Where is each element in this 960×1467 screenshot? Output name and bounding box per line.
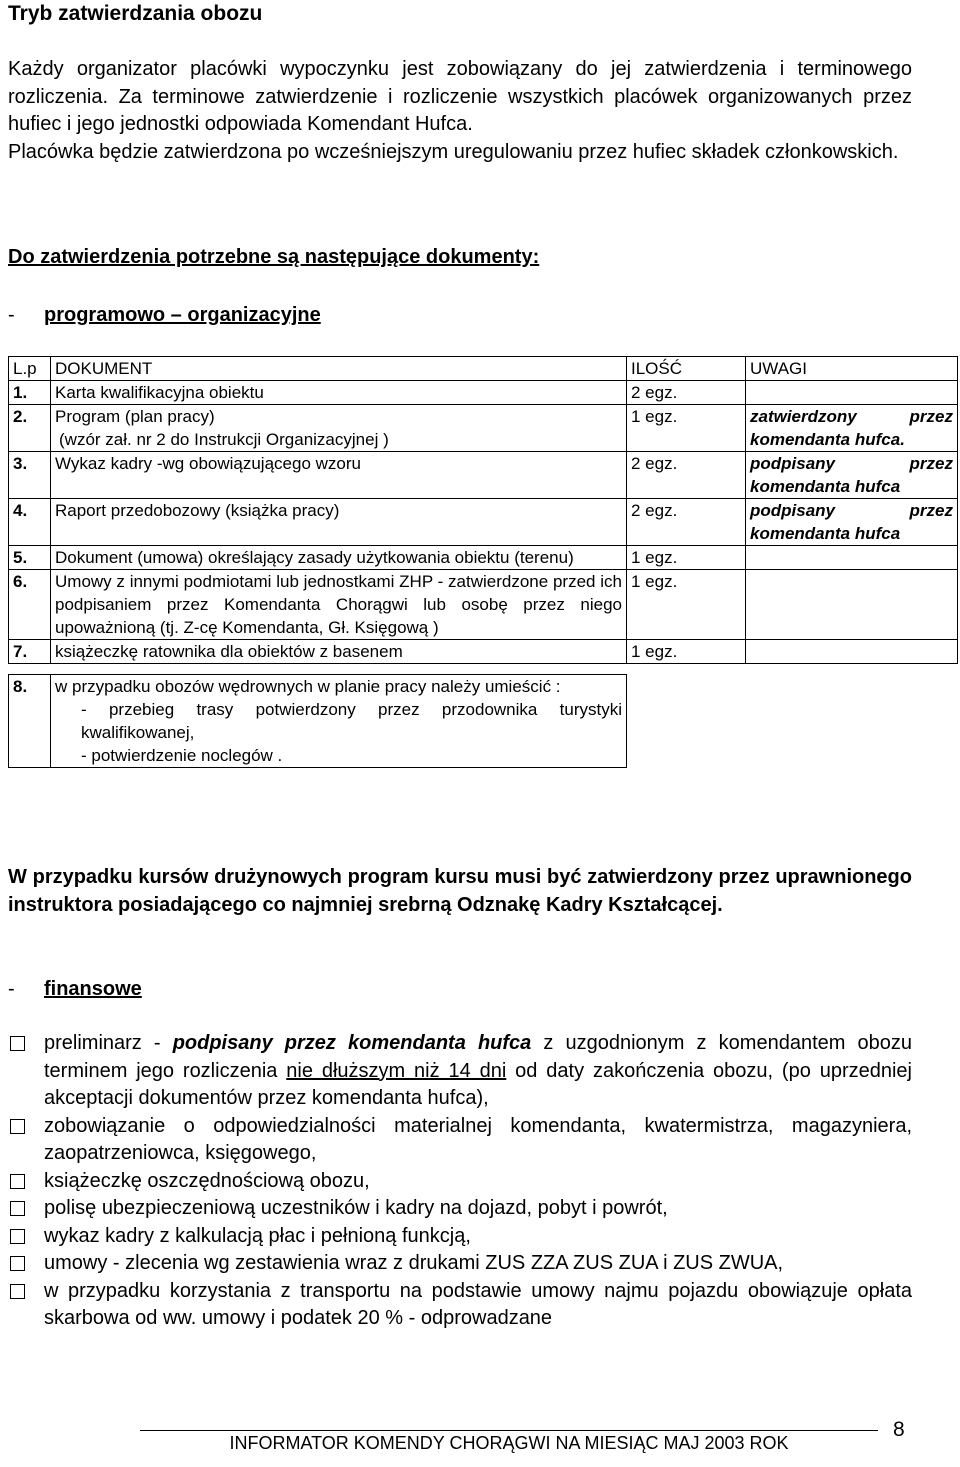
row-note xyxy=(746,570,958,640)
item-text: polisę ubezpieczeniową uczestników i kadry na dojazd, pobyt i powrót, xyxy=(44,1197,668,1219)
row-note: podpisany przez komendanta hufca xyxy=(746,499,958,546)
list-item xyxy=(8,1250,912,1278)
row-document: Umowy z innymi podmiotami lub jednostkami ZHP - zatwierdzone przed ich podpisaniem przez Komendanta Chorągwi lub osobę przez niego upoważnioną (tj. Z-cę Komendanta, Gł. Księgową ) xyxy=(51,570,627,640)
list-item xyxy=(8,1113,912,1168)
row-quantity: 2 egz. xyxy=(627,452,746,499)
row-document-line: (wzór zał. nr 2 do Instrukcji Organizacyjnej ) xyxy=(59,430,389,449)
row-number: 6. xyxy=(9,570,51,640)
row-quantity: 2 egz. xyxy=(627,499,746,546)
row-number: 5. xyxy=(9,546,51,570)
section-programowo-heading xyxy=(8,304,321,327)
header-notes: UWAGI xyxy=(746,357,958,381)
finance-checklist xyxy=(8,1030,912,1333)
item-text: preliminarz - xyxy=(44,1032,173,1054)
row-document: Raport przedobozowy (książka pracy) xyxy=(51,499,627,546)
section-label: programowo – organizacyjne xyxy=(44,304,321,326)
checkbox-icon xyxy=(10,1229,25,1244)
checkbox-icon xyxy=(10,1036,25,1051)
section-dash: - xyxy=(8,978,15,1000)
table-row xyxy=(9,405,958,452)
row-document-line: - potwierdzenie noclegów . xyxy=(81,746,283,765)
row-note xyxy=(746,381,958,405)
row-number: 7. xyxy=(9,640,51,664)
row-number: 4. xyxy=(9,499,51,546)
required-documents-heading: Do zatwierdzenia potrzebne są następujące dokumenty: xyxy=(8,246,540,268)
row-number: 8. xyxy=(9,675,51,768)
item-text: wykaz kadry z kalkulacją płac i pełnioną funkcją, xyxy=(44,1224,471,1247)
list-item xyxy=(8,1223,912,1251)
row-note: zatwierdzony przez komendanta hufca. xyxy=(746,405,958,452)
row-document-line: w przypadku obozów wędrownych w planie pracy należy umieścić : xyxy=(55,677,561,696)
documents-table xyxy=(8,356,958,768)
section-label: finansowe xyxy=(44,978,142,1000)
row-document: książeczkę ratownika dla obiektów z basenem xyxy=(51,640,627,664)
row-document: Dokument (umowa) określający zasady użytkowania obiektu (terenu) xyxy=(51,546,627,570)
row-quantity: 1 egz. xyxy=(627,640,746,664)
intro-text xyxy=(8,56,912,166)
list-item xyxy=(8,1030,912,1113)
checkbox-icon xyxy=(10,1174,25,1189)
header-lp: L.p xyxy=(9,357,51,381)
page-title: Tryb zatwierdzania obozu xyxy=(8,2,263,25)
table-row xyxy=(9,640,958,664)
item-emphasis: podpisany przez komendanta hufca xyxy=(172,1032,532,1054)
checkbox-icon xyxy=(10,1256,25,1271)
item-text: książeczkę oszczędnościową obozu, xyxy=(44,1169,370,1192)
row-number: 2. xyxy=(9,405,51,452)
page-footer: INFORMATOR KOMENDY CHORĄGWI NA MIESIĄC MAJ 2003 ROK xyxy=(140,1430,878,1454)
courses-note: W przypadku kursów drużynowych program kursu musi być zatwierdzony przez uprawnionego instruktora posiadającego co najmniej srebrną Odznakę Kadry Kształcącej. xyxy=(8,866,912,916)
row-document-line: - przebieg trasy potwierdzony przez przodownika turystyki kwalifikowanej, xyxy=(81,700,622,742)
row-quantity: 2 egz. xyxy=(627,381,746,405)
header-quantity: ILOŚĆ xyxy=(627,357,746,381)
row-note xyxy=(746,640,958,664)
row-note xyxy=(746,546,958,570)
list-item xyxy=(8,1168,912,1196)
row-note: podpisany przez komendanta hufca xyxy=(746,452,958,499)
section-finansowe-heading xyxy=(8,978,142,1001)
checkbox-icon xyxy=(10,1201,25,1216)
item-text: od daty zakończenia obozu, (po uprzedniej akceptacji dokumentów przez komendanta hufca), xyxy=(44,1059,912,1109)
row-document: Wykaz kadry -wg obowiązującego wzoru xyxy=(51,452,627,499)
row-quantity: 1 egz. xyxy=(627,546,746,570)
row-document xyxy=(51,675,627,768)
table-row xyxy=(9,675,958,768)
item-text: z uzgodnionym z komendantem obozu terminem jego rozliczenia xyxy=(44,1032,913,1082)
item-text: zobowiązanie o odpowiedzialności materialnej komendanta, kwatermistrza, magazyniera, zaopatrzeniowca, księgowego, xyxy=(44,1114,912,1164)
item-text: w przypadku korzystania z transportu na podstawie umowy najmu pojazdu obowiązuje opłata skarbowa od ww. umowy i podatek 20 % - odprowadzane xyxy=(44,1279,912,1329)
page-number: 8 xyxy=(893,1418,905,1441)
header-document: DOKUMENT xyxy=(51,357,627,381)
row-document xyxy=(51,405,627,452)
list-item xyxy=(8,1278,912,1333)
row-quantity: 1 egz. xyxy=(627,405,746,452)
row-number: 3. xyxy=(9,452,51,499)
checkbox-icon xyxy=(10,1119,25,1134)
row-document: Karta kwalifikacyjna obiektu xyxy=(51,381,627,405)
table-row xyxy=(9,499,958,546)
table-gap xyxy=(9,664,958,675)
row-number: 1. xyxy=(9,381,51,405)
table-row xyxy=(9,546,958,570)
checkbox-icon xyxy=(10,1284,25,1299)
intro-paragraph-2: Placówka będzie zatwierdzona po wcześniejszym uregulowaniu przez hufiec składek członkowskich. xyxy=(8,140,899,163)
list-item xyxy=(8,1195,912,1223)
table-row xyxy=(9,452,958,499)
item-underlined: nie dłuższym niż 14 dni xyxy=(286,1059,507,1082)
row-quantity: 1 egz. xyxy=(627,570,746,640)
row-document-line: Program (plan pracy) xyxy=(55,407,215,426)
intro-paragraph-1: Każdy organizator placówki wypoczynku jest zobowiązany do jej zatwierdzenia i terminowego rozliczenia. Za terminowe zatwierdzenie i rozliczenie wszystkich placówek organizowanych przez hufiec i jego jednostki odpowiada Komendant Hufca. xyxy=(8,58,912,135)
section-dash: - xyxy=(8,304,15,326)
table-row xyxy=(9,381,958,405)
item-text: umowy - zlecenia wg zestawienia wraz z drukami ZUS ZZA ZUS ZUA i ZUS ZWUA, xyxy=(44,1252,784,1274)
table-header-row xyxy=(9,357,958,381)
table-row xyxy=(9,570,958,640)
